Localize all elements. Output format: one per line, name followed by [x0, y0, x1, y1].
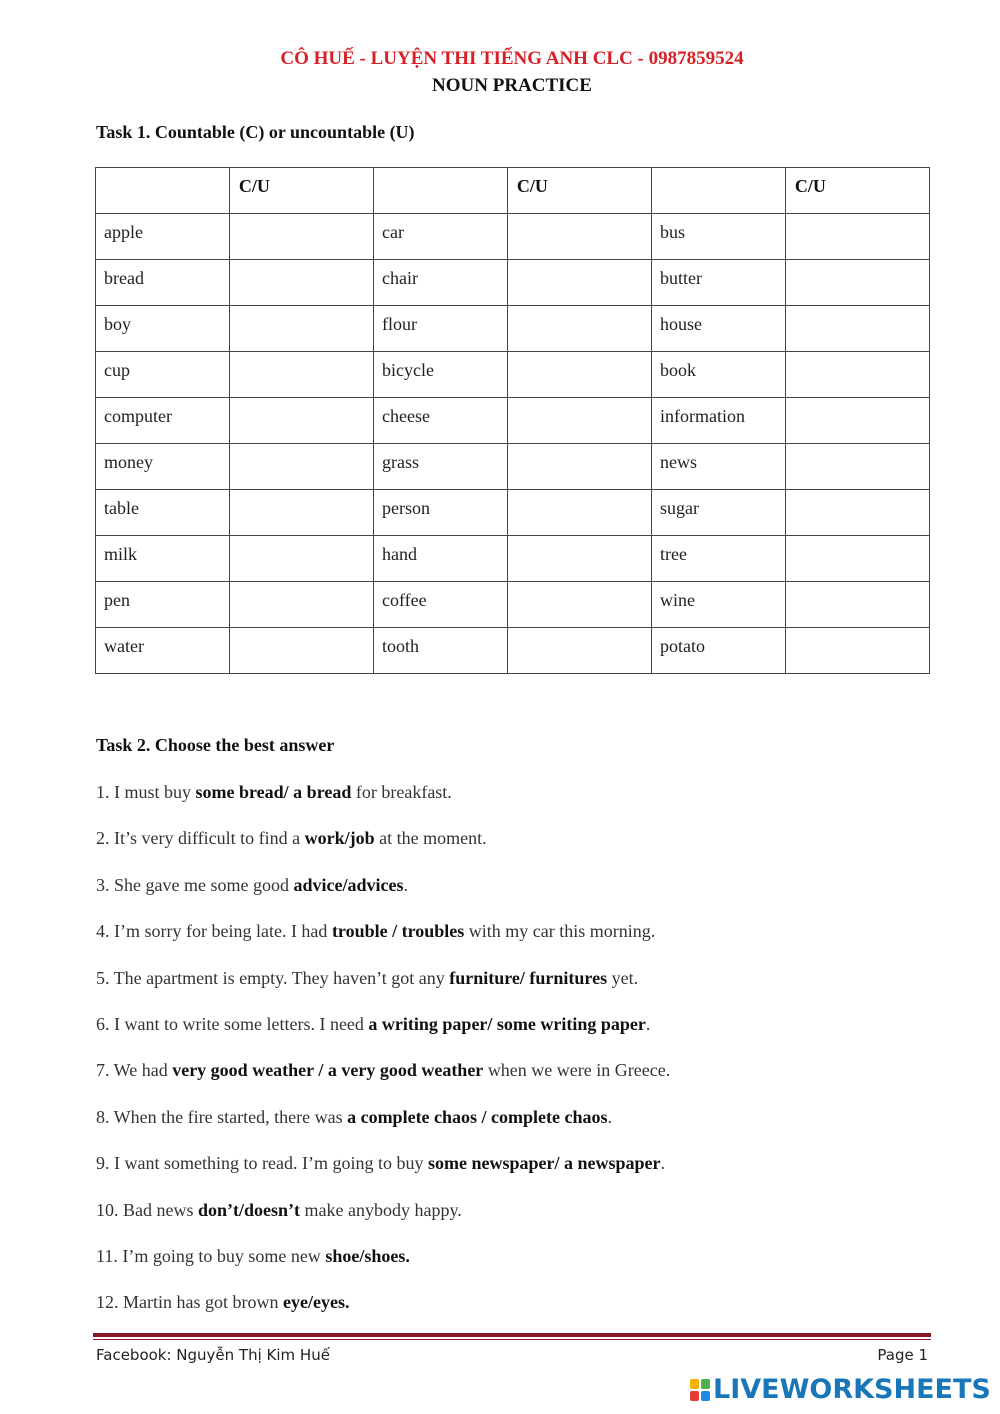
answer-cell[interactable]: [785, 490, 929, 536]
footer-facebook: Facebook: Nguyễn Thị Kim Huế: [96, 1346, 330, 1364]
noun-cell: chair: [373, 260, 507, 306]
table-row: [96, 536, 930, 582]
footer-divider: [93, 1333, 931, 1337]
question-item: [96, 1198, 956, 1244]
answer-cell[interactable]: [785, 398, 929, 444]
question-item: [96, 1151, 956, 1197]
answer-choices[interactable]: a writing paper/ some writing paper: [368, 1013, 646, 1034]
table-header-cell: [373, 168, 507, 214]
question-text-end: .: [660, 1153, 665, 1174]
question-text-end: .: [607, 1106, 613, 1127]
question-item: [96, 826, 956, 872]
table-row: [96, 306, 930, 352]
question-item: [96, 919, 956, 965]
answer-cell[interactable]: [785, 582, 929, 628]
question-text: 7. We had: [96, 1060, 173, 1081]
question-text-end: .: [645, 1013, 651, 1034]
answer-cell[interactable]: [229, 490, 373, 536]
page-subtitle: NOUN PRACTICE: [432, 75, 592, 96]
question-text: 2. It’s very difficult to find a: [96, 828, 305, 849]
answer-choices[interactable]: a complete chaos / complete chaos: [347, 1106, 608, 1127]
liveworksheets-logo-text: LIVEWORKSHEETS: [713, 1374, 991, 1405]
answer-cell[interactable]: [507, 306, 651, 352]
noun-cell: hand: [373, 536, 507, 582]
question-item: [96, 1058, 956, 1104]
question-text: 10. Bad news: [96, 1199, 198, 1220]
noun-cell: table: [96, 490, 230, 536]
answer-cell[interactable]: [785, 260, 929, 306]
question-text: 11. I’m going to buy some new: [96, 1245, 326, 1266]
table-header-cell: [96, 168, 230, 214]
question-text: 1. I must buy: [96, 782, 196, 802]
answer-cell[interactable]: [229, 214, 373, 260]
question-text-end: for breakfast.: [351, 782, 452, 802]
noun-cell: money: [96, 444, 230, 490]
question-text: 9. I want something to read. I’m going to buy: [96, 1153, 428, 1174]
answer-choices[interactable]: advice/advices: [293, 874, 404, 895]
noun-cell: tooth: [373, 628, 507, 674]
answer-choices[interactable]: some newspaper/ a newspaper: [427, 1153, 661, 1174]
question-item: [96, 1244, 956, 1290]
answer-choices[interactable]: eye/eyes.: [282, 1292, 350, 1313]
question-text-end: make anybody happy.: [300, 1199, 462, 1220]
question-text-end: .: [403, 874, 408, 895]
noun-cell: grass: [373, 444, 507, 490]
noun-cell: coffee: [373, 582, 507, 628]
answer-choices[interactable]: don’t/doesn’t: [198, 1199, 301, 1220]
answer-choices[interactable]: furniture/ furnitures: [449, 967, 608, 988]
countable-table: [95, 167, 930, 674]
noun-cell: news: [651, 444, 785, 490]
footer-page-number: Page 1: [877, 1346, 928, 1364]
noun-cell: bus: [651, 214, 785, 260]
answer-cell[interactable]: [785, 444, 929, 490]
answer-cell[interactable]: [785, 352, 929, 398]
table-row: [96, 444, 930, 490]
answer-cell[interactable]: [507, 628, 651, 674]
table-row: [96, 490, 930, 536]
question-text: 6. I want to write some letters. I need: [96, 1013, 369, 1034]
table-header-cell: [651, 168, 785, 214]
task1-heading: Task 1. Countable (C) or uncountable (U): [96, 122, 415, 142]
liveworksheets-logo[interactable]: [690, 1374, 991, 1405]
table-header-row: [96, 168, 930, 214]
question-item: [96, 966, 956, 1012]
table-row: [96, 628, 930, 674]
noun-cell: pen: [96, 582, 230, 628]
noun-cell: boy: [96, 306, 230, 352]
liveworksheets-logo-icon: [690, 1379, 710, 1401]
noun-cell: bread: [96, 260, 230, 306]
noun-cell: computer: [96, 398, 230, 444]
answer-choices[interactable]: trouble / troubles: [331, 921, 465, 942]
answer-cell[interactable]: [785, 214, 929, 260]
noun-cell: bicycle: [373, 352, 507, 398]
noun-cell: cup: [96, 352, 230, 398]
answer-cell[interactable]: [507, 398, 651, 444]
answer-choices[interactable]: work/job: [304, 828, 375, 849]
noun-cell: house: [651, 306, 785, 352]
answer-cell[interactable]: [507, 444, 651, 490]
answer-cell[interactable]: [229, 582, 373, 628]
question-text-end: yet.: [607, 967, 639, 988]
noun-cell: water: [96, 628, 230, 674]
table-row: [96, 260, 930, 306]
noun-cell: wine: [651, 582, 785, 628]
page-title: CÔ HUẾ - LUYỆN THI TIẾNG ANH CLC - 0987859524: [280, 48, 744, 69]
answer-cell[interactable]: [507, 536, 651, 582]
question-text: 4. I’m sorry for being late. I had: [96, 921, 332, 942]
footer-divider-thin: [93, 1339, 931, 1340]
answer-cell[interactable]: [229, 628, 373, 674]
table-row: [96, 352, 930, 398]
noun-cell: book: [651, 352, 785, 398]
answer-cell[interactable]: [507, 214, 651, 260]
noun-cell: information: [651, 398, 785, 444]
question-text-end: with my car this morning.: [464, 921, 656, 942]
table-row: [96, 398, 930, 444]
question-item: [96, 1290, 956, 1336]
answer-cell[interactable]: [229, 536, 373, 582]
question-text: 5. The apartment is empty. They haven’t got any: [96, 967, 450, 988]
answer-choices[interactable]: some bread/ a bread: [195, 782, 352, 802]
answer-cell[interactable]: [507, 490, 651, 536]
question-text-end: when we were in Greece.: [483, 1060, 671, 1081]
answer-cell[interactable]: [229, 352, 373, 398]
noun-cell: tree: [651, 536, 785, 582]
table-header-cell: C/U: [229, 168, 373, 214]
table-header-cell: C/U: [785, 168, 929, 214]
noun-cell: milk: [96, 536, 230, 582]
answer-choices[interactable]: very good weather / a very good weather: [172, 1060, 484, 1081]
noun-cell: apple: [96, 214, 230, 260]
question-item: [96, 873, 956, 919]
answer-cell[interactable]: [229, 444, 373, 490]
question-item: [96, 780, 956, 826]
noun-cell: flour: [373, 306, 507, 352]
answer-cell[interactable]: [229, 306, 373, 352]
question-list: [96, 780, 956, 1337]
noun-cell: sugar: [651, 490, 785, 536]
answer-cell[interactable]: [507, 352, 651, 398]
question-item: [96, 1012, 956, 1058]
question-text: 12. Martin has got brown: [96, 1292, 283, 1313]
question-text: 3. She gave me some good: [96, 874, 294, 895]
question-text-end: at the moment.: [374, 828, 487, 849]
answer-cell[interactable]: [785, 628, 929, 674]
answer-cell[interactable]: [229, 260, 373, 306]
answer-cell[interactable]: [785, 306, 929, 352]
answer-cell[interactable]: [507, 582, 651, 628]
answer-cell[interactable]: [507, 260, 651, 306]
question-item: [96, 1105, 956, 1151]
table-row: [96, 214, 930, 260]
answer-choices[interactable]: shoe/shoes.: [325, 1245, 410, 1266]
question-text: 8. When the fire started, there was: [96, 1106, 348, 1127]
answer-cell[interactable]: [229, 398, 373, 444]
answer-cell[interactable]: [785, 536, 929, 582]
noun-cell: person: [373, 490, 507, 536]
noun-cell: potato: [651, 628, 785, 674]
table-header-cell: C/U: [507, 168, 651, 214]
noun-cell: cheese: [373, 398, 507, 444]
noun-cell: butter: [651, 260, 785, 306]
noun-cell: car: [373, 214, 507, 260]
table-row: [96, 582, 930, 628]
task2-heading: Task 2. Choose the best answer: [96, 735, 335, 755]
